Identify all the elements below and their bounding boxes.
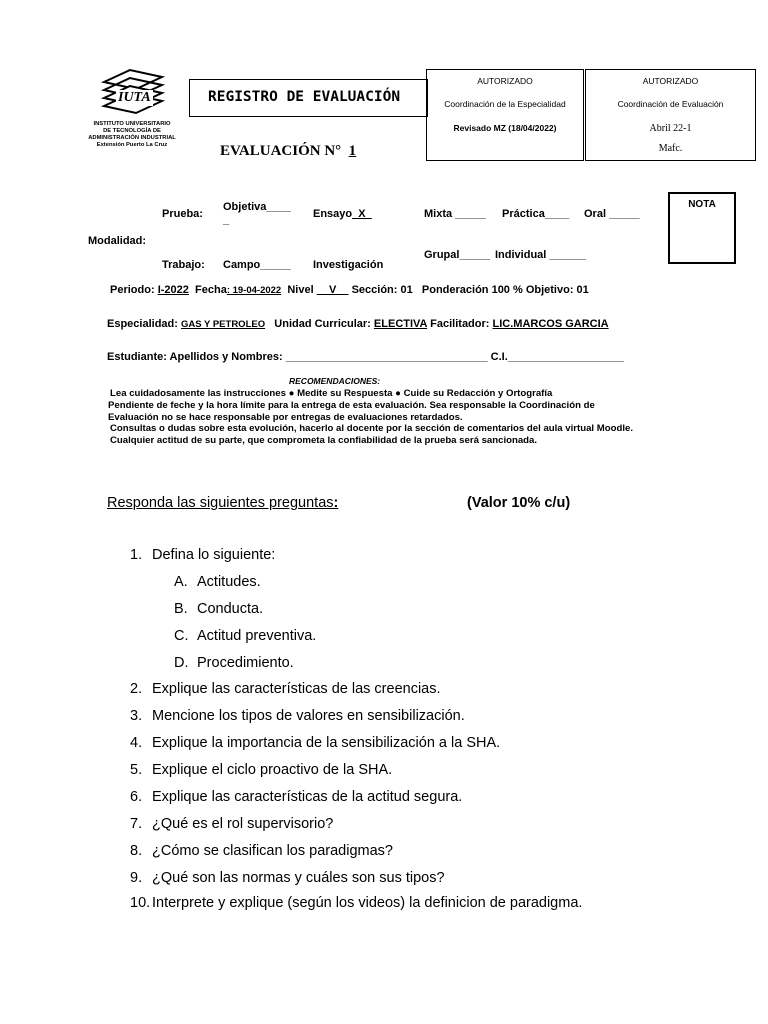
question-6-number: 6.: [130, 789, 143, 805]
questions-heading: [107, 495, 338, 511]
question-5-number: 5.: [130, 762, 143, 778]
investigacion-option: Investigación: [313, 259, 384, 271]
sub-item-a-letter: A.: [174, 574, 188, 590]
sub-item-d-text: Procedimiento.: [197, 655, 294, 671]
sub-item-b-letter: B.: [174, 601, 188, 617]
periodo-label: Periodo:: [110, 284, 155, 296]
info-row-especialidad: [107, 318, 609, 330]
question-9-text: ¿Qué son las normas y cuáles son sus tipos?: [152, 870, 445, 886]
recommendation-line-3: Evaluación no se hace responsable por entregas de evaluaciones retardados.: [108, 412, 463, 423]
seccion-value: Sección: 01: [351, 284, 413, 296]
ponderacion-value: Ponderación 100 % Objetivo: 01: [421, 284, 589, 296]
especialidad-label: Especialidad:: [107, 318, 178, 330]
evaluation-label: EVALUACIÓN N°: [220, 143, 342, 159]
auth-1-title: AUTORIZADO: [477, 76, 533, 86]
unidad-value: ELECTIVA: [373, 318, 428, 330]
sub-item-c-text: Actitud preventiva.: [197, 628, 317, 644]
sub-item-d-letter: D.: [174, 655, 189, 671]
info-row-periodo: [110, 284, 589, 296]
recommendation-line-5: Cualquier actitud de su parte, que comprometa la confiabilidad de la prueba será sancionada.: [110, 435, 538, 446]
oral-option: Oral _____: [584, 208, 640, 220]
fecha-label: Fecha: [195, 284, 227, 296]
auth-2-title: AUTORIZADO: [642, 76, 699, 86]
prueba-label: Prueba:: [162, 208, 203, 220]
unidad-label: Unidad Curricular:: [274, 318, 371, 330]
question-2-number: 2.: [130, 681, 143, 697]
title-box: [189, 79, 428, 117]
question-10-number: 10.: [130, 895, 151, 911]
periodo-value: I-2022: [157, 284, 189, 296]
nota-box: [668, 192, 736, 264]
individual-label: Individual: [495, 249, 547, 261]
auth-2-line3: Abril 22-1: [649, 123, 692, 134]
questions-heading-colon: :: [333, 495, 339, 511]
question-8-text: ¿Cómo se clasifican los paradigmas?: [152, 843, 393, 859]
ensayo-option: [313, 208, 372, 220]
question-4-number: 4.: [130, 735, 143, 751]
trabajo-label: Trabajo:: [162, 259, 205, 271]
question-8-number: 8.: [130, 843, 143, 859]
ci-label: C.I.: [490, 351, 508, 363]
auth-2-line2: Coordinación de Evaluación: [617, 99, 724, 109]
objetiva-option: Objetiva____: [223, 201, 291, 213]
question-9-number: 9.: [130, 870, 143, 886]
value-note: (Valor 10% c/u): [467, 495, 571, 511]
ensayo-label: Ensayo: [313, 208, 353, 220]
especialidad-value: GAS Y PETROLEO: [180, 319, 266, 330]
individual-blank: ______: [549, 249, 587, 261]
estudiante-label: Estudiante: Apellidos y Nombres:: [107, 351, 283, 363]
questions-heading-text: Responda las siguientes preguntas: [107, 495, 334, 511]
sub-item-b-text: Conducta.: [197, 601, 264, 617]
individual-option: [495, 249, 586, 261]
question-4-text: Explique la importancia de la sensibilización a la SHA.: [152, 735, 501, 751]
institution-line-3: ADMINISTRACIÓN INDUSTRIAL: [88, 135, 176, 141]
iuta-logo: [100, 68, 166, 118]
question-5-text: Explique el ciclo proactivo de la SHA.: [152, 762, 393, 778]
question-7-number: 7.: [130, 816, 143, 832]
institution-line-2: DE TECNOLOGÍA DE: [103, 128, 161, 134]
ensayo-mark: _X_: [352, 208, 372, 220]
grupal-option: Grupal_____: [424, 249, 491, 261]
estudiante-blank[interactable]: _________________________________: [285, 351, 488, 363]
sub-item-c-letter: C.: [174, 628, 189, 644]
info-row-estudiante: [107, 351, 624, 363]
question-3-number: 3.: [130, 708, 143, 724]
evaluation-number-label: [220, 143, 356, 160]
objetiva-cont: _: [223, 214, 230, 226]
auth-box-evaluation: [585, 69, 756, 161]
sub-item-a-text: Actitudes.: [197, 574, 261, 590]
auth-1-line3: Revisado MZ (18/04/2022): [453, 123, 557, 133]
auth-box-specialty: [426, 69, 584, 161]
logo-text: IUTA: [118, 90, 151, 105]
campo-option: Campo_____: [223, 259, 291, 271]
institution-line-1: INSTITUTO UNIVERSITARIO: [93, 121, 171, 127]
question-3-text: Mencione los tipos de valores en sensibilización.: [152, 708, 465, 724]
question-1-text: Defina lo siguiente:: [152, 547, 276, 563]
recommendations-title: RECOMENDACIONES:: [289, 376, 381, 386]
ci-blank[interactable]: ___________________: [507, 351, 625, 363]
question-6-text: Explique las características de la actitud segura.: [152, 789, 463, 805]
fecha-value: : 19-04-2022: [226, 285, 282, 296]
recommendation-line-1: Lea cuidadosamente las instrucciones ● Medite su Respuesta ● Cuide su Redacción y Ortografía: [110, 388, 553, 399]
auth-1-line2: Coordinación de la Especialidad: [444, 99, 566, 109]
practica-option: Práctica____: [502, 208, 570, 220]
mixta-option: Mixta _____: [424, 208, 486, 220]
question-1-number: 1.: [130, 547, 143, 563]
facilitador-label: Facilitador:: [430, 318, 490, 330]
question-2-text: Explique las características de las creencias.: [152, 681, 441, 697]
question-7-text: ¿Qué es el rol supervisorio?: [152, 816, 334, 832]
auth-2-line4: Mafc.: [658, 143, 683, 154]
nota-label: NOTA: [688, 199, 716, 210]
page-title: REGISTRO DE EVALUACIÓN: [208, 89, 401, 105]
modalidad-label: Modalidad:: [88, 235, 147, 247]
recommendation-line-4: Consultas o dudas sobre esta evolución, hacerlo al docente por la sección de comentarios del aula virtual Moodle.: [110, 423, 633, 434]
recommendation-line-2: Pendiente de feche y la hora límite para la entrega de esta evaluación. Sea responsable la Coordinación de: [108, 400, 595, 411]
institution-line-4: Extensión Puerto La Cruz: [96, 142, 168, 148]
nivel-label: Nivel: [287, 284, 314, 296]
facilitador-value: LIC.MARCOS GARCIA: [492, 318, 609, 330]
question-10-text: Interprete y explique (según los videos) la definicion de paradigma.: [152, 895, 583, 911]
evaluation-number: 1: [348, 143, 357, 159]
nivel-value: __V__: [316, 284, 349, 296]
